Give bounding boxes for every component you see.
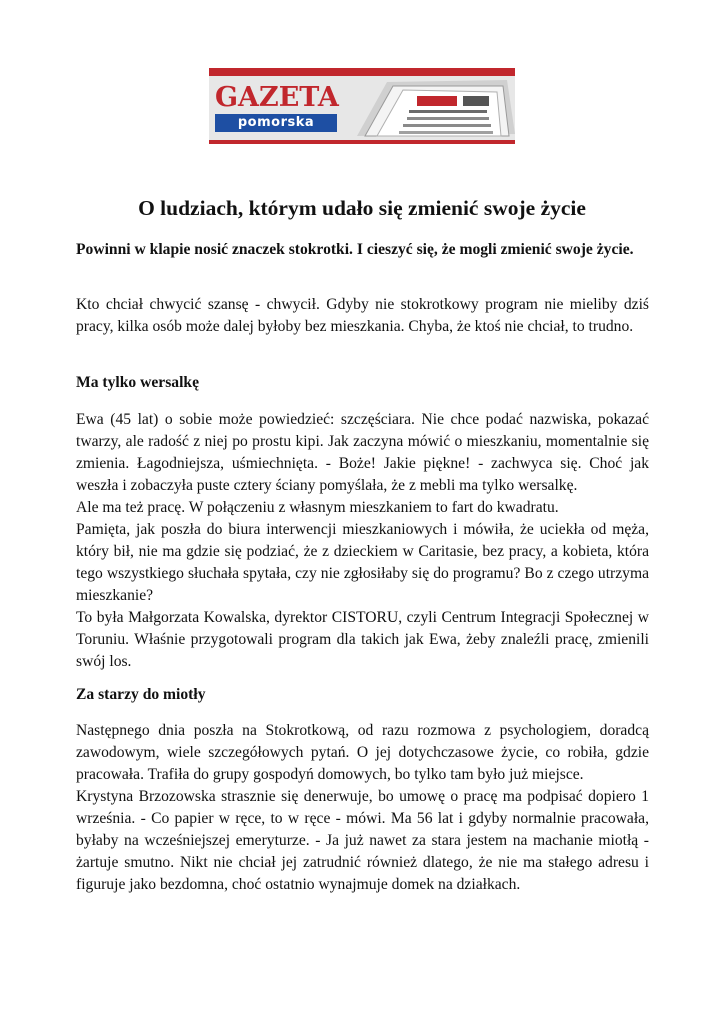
brand-subtitle-box (215, 114, 337, 132)
section-1-paragraph: Ewa (45 lat) o sobie może powiedzieć: szczęściara. Nie chce podać nazwiska, pokazać twarzy, ale radość z niej po prostu kipi. Jak zaczyna mówić o mieszkaniu, momentalnie się zmienia. Łagodniejsza, uśmiechnięta. - Boże! Jakie piękne! - zachwyca się. Choć jak weszła i zobaczyła puste cztery ściany pomyślała, że z mebli ma tylko wersalkę. (76, 411, 649, 494)
article-lead: Powinni w klapie nosić znaczek stokrotki. I cieszyć się, że mogli zmienić swoje życie. (76, 241, 634, 258)
section-1-paragraph: Ale ma też pracę. W połączeniu z własnym mieszkaniem to fart do kwadratu. (76, 499, 559, 516)
brand-title: GAZETA (215, 82, 339, 113)
article-intro-block (76, 294, 649, 338)
section-2-heading-block (76, 684, 649, 706)
article-intro: Kto chciał chwycić szansę - chwycił. Gdyby nie stokrotkowy program nie mieliby dziś pracy, kilka osób może dalej byłoby bez mieszkania. Chyba, że ktoś nie chciał, to trudno. (76, 296, 649, 335)
section-1-heading-block (76, 372, 649, 394)
section-1-body (76, 409, 649, 673)
section-1-heading: Ma tylko wersalkę (76, 374, 199, 391)
newspaper-stack-icon (347, 76, 515, 140)
article-lead-block (76, 239, 649, 261)
section-2-heading: Za starzy do miotły (76, 686, 206, 703)
section-2-paragraph: Następnego dnia poszła na Stokrotkową, od razu rozmowa z psychologiem, doradcą zawodowym, wiele szczegółowych pytań. O jej dotychczasowe życie, co robiła, gdzie pracowała. Trafiła do grupy gospodyń domowych, bo tylko tam było już miejsce. (76, 722, 649, 783)
section-2-body (76, 720, 649, 896)
section-2-paragraph: Krystyna Brzozowska strasznie się denerwuje, bo umowę o pracę ma podpisać dopiero 1 września. - Co papier w ręce, to w ręce - mówi. Ma 56 lat i gdyby normalnie pracowała, byłaby na wcześniejszej emeryturze. - Ja już nawet za stara jestem na machanie miotłą - żartuje smutno. Nikt nie chciał jej zatrudnić również dlatego, że nie ma stałego adresu i figuruje jako bezdomna, choć ostatnio wynajmuje domek na działkach. (76, 788, 649, 893)
article-title: O ludziach, którym udało się zmienić swoje życie (138, 196, 586, 220)
masthead-bottom-stripe (209, 140, 515, 144)
section-1-paragraph: Pamięta, jak poszła do biura interwencji mieszkaniowych i mówiła, że uciekła od męża, który bił, nie ma gdzie się podziać, że z dzieckiem w Caritasie, bez pracy, a kobieta, która tego wszystkiego słuchała spytała, czy nie zgłosiłaby się do programu? Bo z czego utrzyma mieszkanie? (76, 521, 649, 604)
brand-subtitle: pomorska (237, 115, 315, 130)
masthead-top-stripe (209, 68, 515, 76)
section-1-paragraph: To była Małgorzata Kowalska, dyrektor CISTORU, czyli Centrum Integracji Społecznej w Toruniu. Właśnie przygotowali program dla takich jak Ewa, żeby znaleźli pracę, zmienili swój los. (76, 609, 649, 670)
newspaper-masthead (209, 68, 515, 144)
